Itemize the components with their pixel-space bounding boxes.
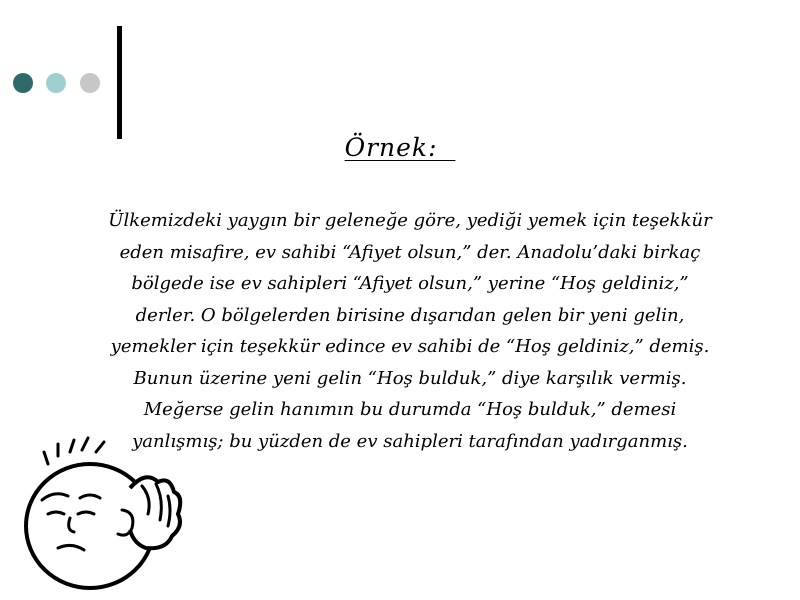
slide-title <box>0 133 800 162</box>
body-line: Meğerse gelin hanımın bu durumda “Hoş bulduk,” demesi <box>143 399 677 420</box>
slide-body <box>90 205 730 457</box>
body-line: Ülkemizdeki yaygın bir geleneğe göre, yediği yemek için teşekkür <box>108 210 712 231</box>
body-line: Bunun üzerine yeni gelin “Hoş bulduk,” diye karşılık vermiş. <box>133 367 687 389</box>
body-line: yanlışmış; bu yüzden de ev sahipleri tarafından yadırganmış. <box>132 430 688 452</box>
body-line: derler. O bölgelerden birisine dışarıdan gelen bir yeni gelin, <box>135 304 685 326</box>
body-line: yemekler için teşekkür edince ev sahibi de “Hoş geldiniz,” demiş. <box>110 336 710 357</box>
slide-title-text: Örnek: <box>344 133 456 162</box>
body-line: eden misafire, ev sahibi “Afiyet olsun,” der. Anadolu’daki birkaç <box>119 241 701 263</box>
decor-vertical-bar <box>117 26 122 139</box>
decor-dot-dark <box>13 73 33 93</box>
decor-dot-gray <box>80 73 100 93</box>
body-line: bölgede ise ev sahipleri “Afiyet olsun,” yerine “Hoş geldiniz,” <box>131 273 689 294</box>
decor-dot-light <box>46 73 66 93</box>
listening-face-icon <box>18 426 188 594</box>
